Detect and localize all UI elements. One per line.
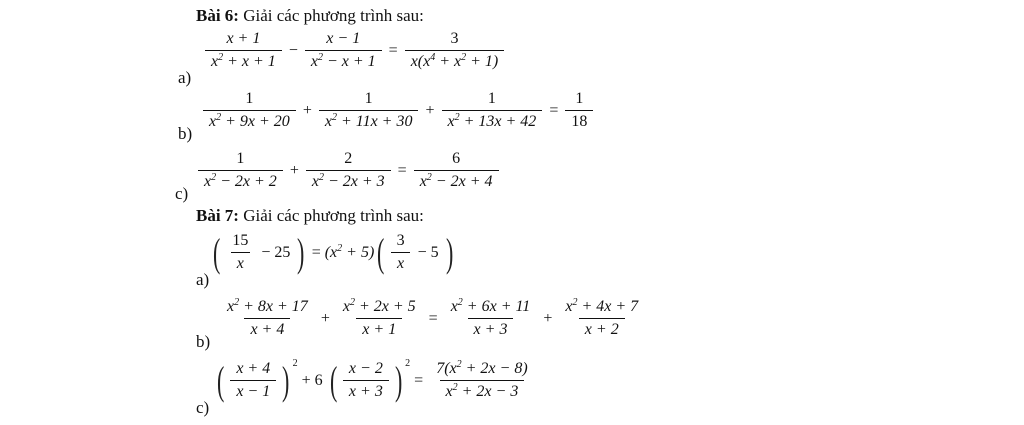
fraction: $\frac{x - 2}{x + 3}$	[343, 360, 389, 401]
fraction: $\frac{x^2 + 6x + 11}{x + 3}$	[450, 297, 531, 338]
fraction: $\frac{x^2 + 8x + 17}{x + 4}$	[227, 297, 308, 338]
fraction: $\frac{x - 1}{x^2 - x + 1}$	[305, 30, 382, 71]
bai7-instruction: Giải các phương trình sau:	[243, 206, 424, 225]
fraction: $\frac{3}{x}$	[391, 232, 411, 273]
bai6-instruction: Giải các phương trình sau:	[243, 6, 424, 25]
bai6-c-equation: $\frac{1}{x^2 - 2x + 2}$ + $\frac{2}{x^2 - 2x + 3}$ = $\frac{6}{x^2 - 2x + 4}$	[195, 150, 502, 191]
fraction: $\frac{2}{x^2 - 2x + 3}$	[306, 150, 391, 191]
bai6-a-equation: $\frac{x + 1}{x^2 + x + 1}$ − $\frac{x - 1}{x^2 - x + 1}$ = $\frac{3}{x(x^4 + x^2 + 1)}$	[202, 30, 507, 71]
fraction: $\frac{x^2 + 2x + 5}{x + 1}$	[342, 297, 416, 338]
fraction: $\frac{3}{x(x^4 + x^2 + 1)}$	[405, 30, 505, 71]
fraction: $\frac{1}{x^2 + 11x + 30}$	[319, 90, 419, 131]
bai6-title: Bài 6:	[196, 6, 239, 25]
bai7-heading	[196, 206, 424, 226]
bai7-b-equation: $\frac{x^2 + 8x + 17}{x + 4}$ + $\frac{x^2 + 2x + 5}{x + 1}$ = $\frac{x^2 + 6x + 11}{x + 3}$ + $\frac{x^2 + 4x + 7}{x + 2}$	[218, 298, 647, 339]
fraction: $\frac{6}{x^2 - 2x + 4}$	[414, 150, 499, 191]
bai7-c-equation: ( $\frac{x + 4}{x - 1}$ ) 2 + 6 ( $\frac{x - 2}{x + 3}$ ) 2 = $\frac{7(x^2 + 2x - 8)}{x^2 + 2x - 3}$	[214, 360, 537, 401]
fraction: $\frac{15}{x}$	[232, 232, 249, 272]
fraction: $\frac{1}{x^2 + 13x + 42}$	[442, 90, 543, 131]
fraction: $\frac{x^2 + 4x + 7}{x + 2}$	[565, 297, 639, 338]
fraction: $\frac{x + 4}{x - 1}$	[230, 360, 276, 401]
fraction: $\frac{1}{18}$	[565, 90, 593, 131]
bai6-b-equation: $\frac{1}{x^2 + 9x + 20}$ + $\frac{1}{x^2 + 11x + 30}$ + $\frac{1}{x^2 + 13x + 42}$ = $\frac{1}{18}$	[200, 90, 596, 131]
bai7-a-equation: ( $\frac{15}{x}$ − 25 ) = $(x^2 + 5)$ ( $\frac{3}{x}$ − 5 )	[212, 229, 453, 275]
fraction: $\frac{1}{x^2 - 2x + 2}$	[198, 150, 283, 191]
bai6-heading	[196, 6, 424, 26]
fraction: $\frac{1}{x^2 + 9x + 20}$	[203, 90, 296, 131]
bai6-b-label: b)	[178, 124, 193, 143]
bai7-c-label: c)	[196, 398, 210, 417]
bai7-b-label: b)	[196, 332, 211, 351]
bai7-title: Bài 7:	[196, 206, 239, 225]
fraction: $\frac{x + 1}{x^2 + x + 1}$	[205, 30, 282, 71]
bai7-a-label: a)	[196, 270, 210, 289]
bai6-c-label: c)	[175, 184, 189, 203]
fraction: $\frac{7(x^2 + 2x - 8)}{x^2 + 2x - 3}$	[436, 359, 528, 400]
bai6-a-label: a)	[178, 68, 192, 87]
